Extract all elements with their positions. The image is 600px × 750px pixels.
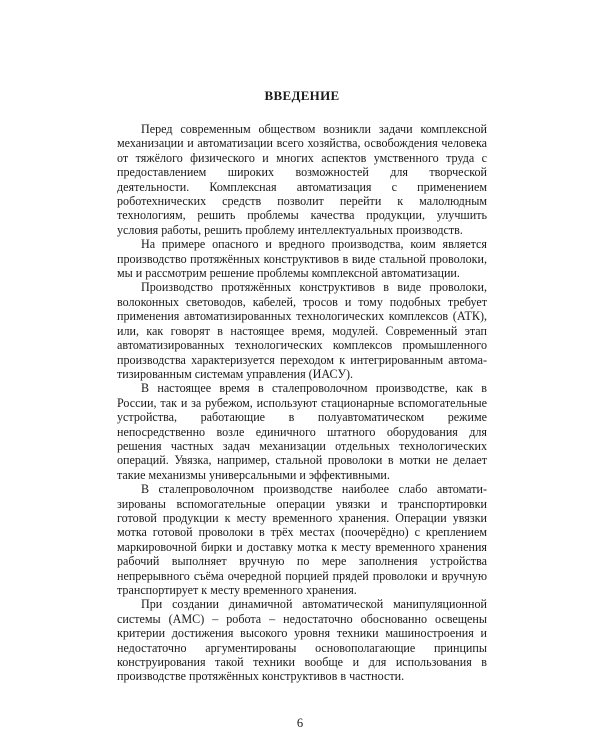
paragraph-6: При создании динамичной автоматической манипуляционной системы (АМС) – робота – недостаточно обоснованно освещены критерии достижения высокого уровня техники машиностроения и недостаточно аргументированы основополагающие принципы конструирования такой техники вообще и для использования в производстве протяжённых конструктивов в частности. xyxy=(117,597,487,684)
page-title: ВВЕДЕНИЕ xyxy=(264,88,340,103)
paragraph-4: В настоящее время в сталепроволочном производстве, как в России, так и за рубежом, используют стационарные вспомогательные устройства, работающие в полуавтоматическом режиме непосредственно возле единичного штатного оборудования для решения частных задач механизации отдельных технологических операций. Увязка, например, стальной проволоки в мотки не делает такие механизмы универсальными и эффективными. xyxy=(117,381,487,482)
page-number: 6 xyxy=(296,716,304,730)
document-page xyxy=(117,88,487,684)
paragraph-2: На примере опасного и вредного производства, коим является производство протяжённых конструктивов в виде стальной проволоки, мы и рассмотрим решение проблемы комплексной автоматизации. xyxy=(117,237,487,281)
paragraph-1: Перед современным обществом возникли задачи комплексной механизации и автоматизации всего хозяйства, освобождения человека от тяжёлого физического и многих аспектов умственного труда с предоставлением широких возможностей для творческой деятельности. Комплексная автоматизация с применением роботехнических средств позволит перейти к малолюдным технологиям, решить проблемы качества продукции, улучшить условия работы, решить проблему интеллектуальных производств. xyxy=(117,122,487,237)
paragraph-3: Производство протяжённых конструктивов в виде проволоки, волоконных световодов, кабелей, тросов и тому подобных требует применения автоматизированных технологических комплексов (АТК), или, как говорят в настоящее время, модулей. Современный этап автоматизированных технологических комплексов промышленного производства характеризуется переходом к интегрированным автоматизированным системам управления (ИАСУ). xyxy=(117,280,487,381)
paragraph-5: В сталепроволочном производстве наиболее слабо автоматизированы вспомогательные операции увязки и транспортировки готовой продукции к месту временного хранения. Операции увязки мотка готовой проволоки в трёх местах (поочерёдно) с креплением маркировочной бирки и доставку мотка к месту временного хранения рабочий выполняет вручную по мере заполнения устройства непрерывного съёма очередной порцией прядей проволоки и вручную транспортирует к месту временного хранения. xyxy=(117,482,487,597)
